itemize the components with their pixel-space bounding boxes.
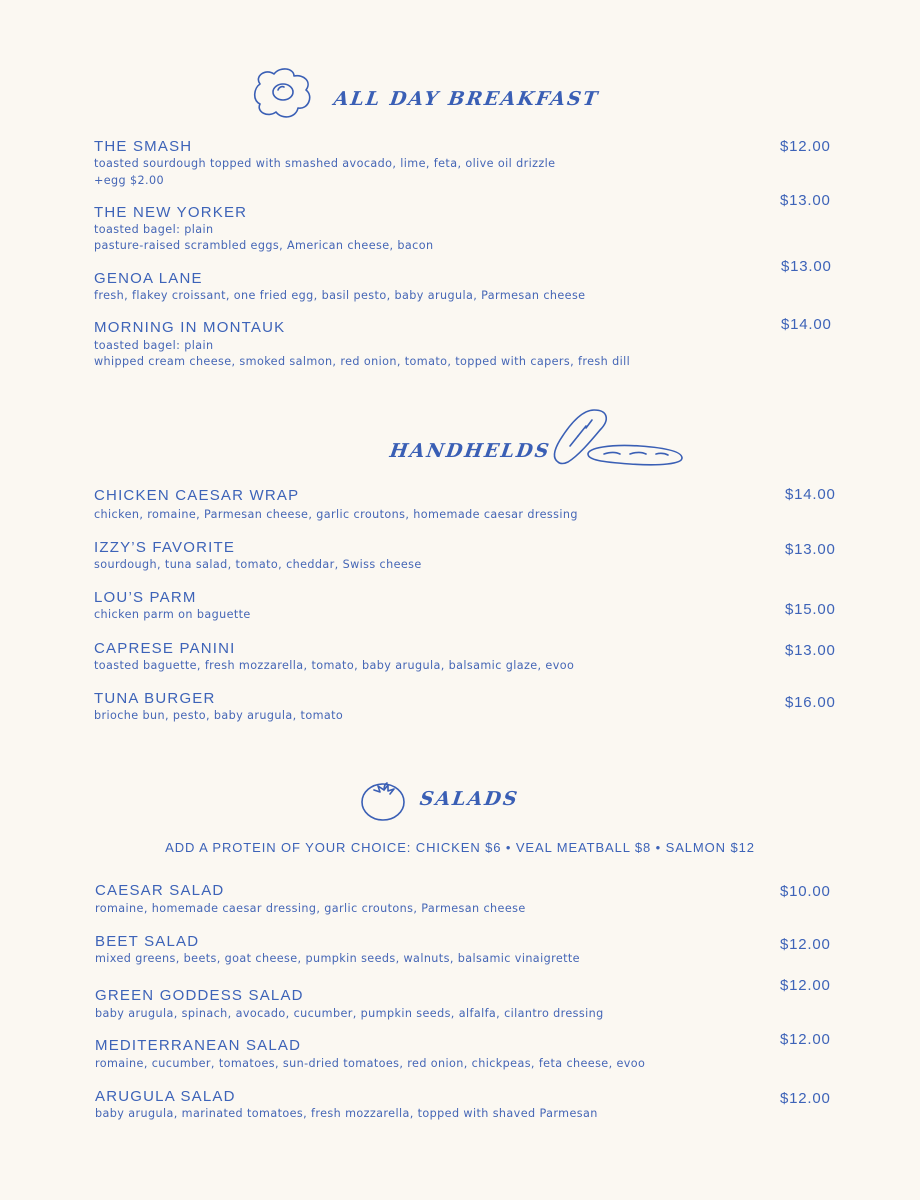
menu-item-name: ARUGULA SALAD [95,1088,236,1105]
menu-item-desc: baby arugula, spinach, avocado, cucumber, pumpkin seeds, alfalfa, cilantro dressing [95,1007,604,1020]
section-title-handhelds: HANDHELDS [388,440,553,462]
tomato-icon [360,780,408,822]
menu-item-price: $13.00 [785,642,836,659]
menu-item-desc: whipped cream cheese, smoked salmon, red onion, tomato, topped with capers, fresh dill [94,355,631,368]
menu-item-name: MEDITERRANEAN SALAD [95,1037,302,1054]
menu-item-desc: +egg $2.00 [94,174,165,187]
menu-item-price: $16.00 [785,694,836,711]
menu-item-name: CHICKEN CAESAR WRAP [94,487,300,504]
menu-item-price: $13.00 [785,541,836,558]
menu-item-desc: chicken parm on baguette [94,608,251,621]
menu-item-price: $13.00 [781,258,832,275]
menu-item-name: LOU’S PARM [94,589,197,606]
menu-item-price: $12.00 [780,936,831,953]
menu-item-name: CAPRESE PANINI [94,640,236,657]
menu-item-desc: toasted bagel: plain [94,223,214,236]
menu-item-desc: chicken, romaine, Parmesan cheese, garlic croutons, homemade caesar dressing [94,508,578,521]
menu-item-desc: romaine, cucumber, tomatoes, sun-dried tomatoes, red onion, chickpeas, feta cheese, evoo [95,1057,646,1070]
menu-item-price: $14.00 [785,486,836,503]
menu-item-name: TUNA BURGER [94,690,216,707]
menu-item-name: BEET SALAD [95,933,200,950]
menu-item-name: GENOA LANE [94,270,203,287]
menu-item-price: $12.00 [780,1031,831,1048]
menu-item-price: $13.00 [780,192,831,209]
menu-item-price: $12.00 [780,977,831,994]
menu-item-name: MORNING IN MONTAUK [94,319,286,336]
section-title-salads: SALADS [418,788,521,810]
menu-item-price: $15.00 [785,601,836,618]
menu-item-price: $14.00 [781,316,832,333]
menu-item-desc: fresh, flakey croissant, one fried egg, basil pesto, baby arugula, Parmesan cheese [94,289,586,302]
menu-item-price: $12.00 [780,1090,831,1107]
menu-item-desc: baby arugula, marinated tomatoes, fresh mozzarella, topped with shaved Parmesan [95,1107,598,1120]
menu-item-name: THE SMASH [94,138,193,155]
menu-item-name: GREEN GODDESS SALAD [95,987,304,1004]
menu-item-name: IZZY’S FAVORITE [94,539,236,556]
fried-egg-icon [252,66,314,122]
menu-item-desc: toasted baguette, fresh mozzarella, tomato, baby arugula, balsamic glaze, evoo [94,659,575,672]
menu-item-desc: pasture-raised scrambled eggs, American cheese, bacon [94,239,434,252]
menu-item-desc: romaine, homemade caesar dressing, garlic croutons, Parmesan cheese [95,902,526,915]
menu-item-desc: toasted sourdough topped with smashed avocado, lime, feta, olive oil drizzle [94,157,556,170]
menu-item-price: $10.00 [780,883,831,900]
menu-item-price: $12.00 [780,138,831,155]
menu-item-desc: brioche bun, pesto, baby arugula, tomato [94,709,344,722]
menu-item-desc: toasted bagel: plain [94,339,214,352]
menu-item-name: CAESAR SALAD [95,882,225,899]
menu-item-desc: sourdough, tuna salad, tomato, cheddar, Swiss cheese [94,558,422,571]
menu-item-desc: mixed greens, beets, goat cheese, pumpkin seeds, walnuts, balsamic vinaigrette [95,952,580,965]
section-title-breakfast: ALL DAY BREAKFAST [332,88,601,110]
protein-add-on-note: ADD A PROTEIN OF YOUR CHOICE: CHICKEN $6 • VEAL MEATBALL $8 • SALMON $12 [165,840,755,855]
baguette-icon [550,406,686,468]
menu-item-name: THE NEW YORKER [94,204,248,221]
